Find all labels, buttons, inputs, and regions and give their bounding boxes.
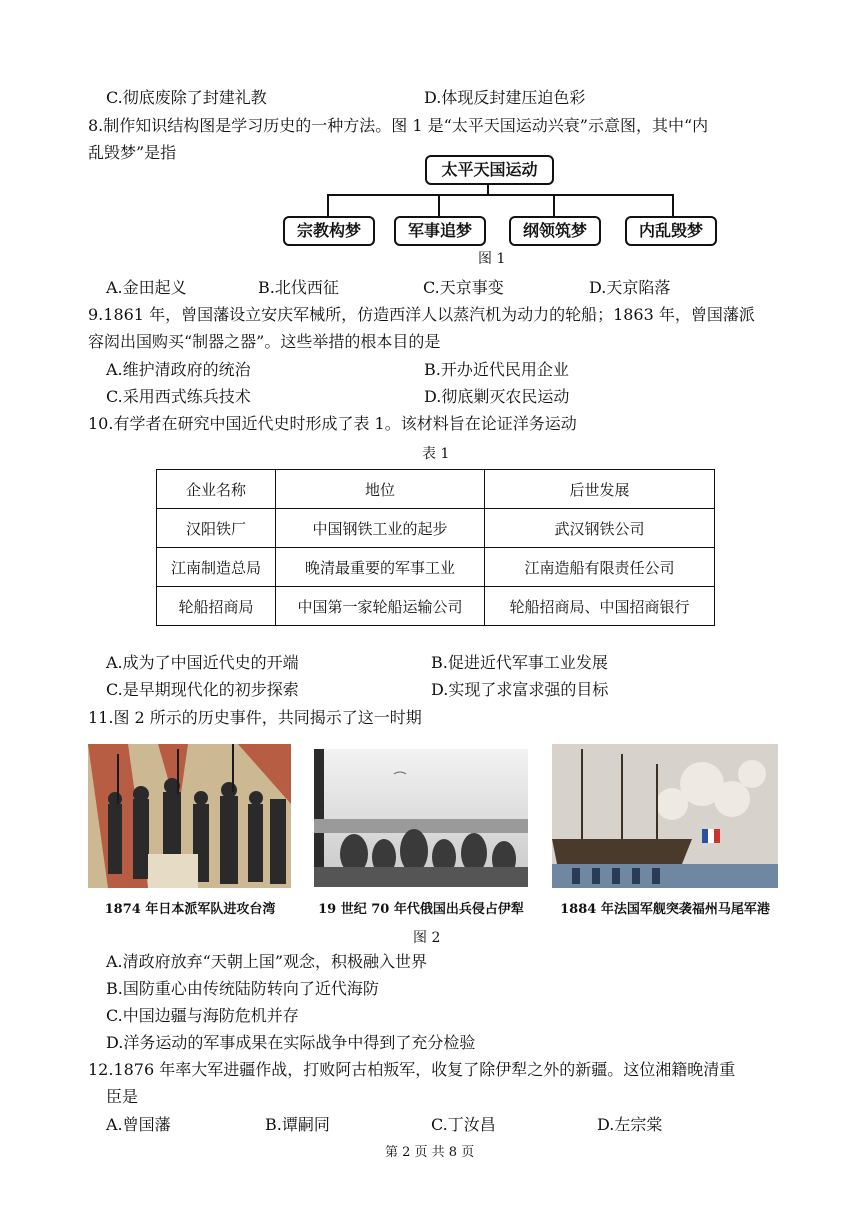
q12-option-b: B.谭嗣同 (265, 1115, 330, 1134)
table-row (157, 548, 715, 587)
q8-stem-line2: 乱毁梦”是指 (88, 143, 177, 162)
table-cell: 武汉钢铁公司 (485, 509, 715, 548)
q11-option-c: C.中国边疆与海防危机并存 (106, 1006, 299, 1025)
q9-stem-line1: 9.1861 年，曾国藩设立安庆军械所，仿造西洋人以蒸汽机为动力的轮船；1863 年，曾国藩派 (88, 305, 755, 324)
diagram-connector (672, 194, 674, 216)
diagram-connector (553, 194, 555, 216)
table-cell: 汉阳铁厂 (157, 509, 276, 548)
table-cell: 晚清最重要的军事工业 (276, 548, 485, 587)
q11-stem: 11.图 2 所示的历史事件，共同揭示了这一时期 (88, 708, 422, 727)
q10-option-c: C.是早期现代化的初步探索 (106, 680, 299, 699)
q10-option-b: B.促进近代军事工业发展 (431, 653, 608, 672)
diagram-connector (438, 194, 440, 216)
image-france-mawei (552, 744, 778, 888)
q10-stem: 10.有学者在研究中国近代史时形成了表 1。该材料旨在论证洋务运动 (88, 414, 577, 433)
q8-option-b: B.北伐西征 (258, 278, 339, 297)
q9-option-b: B.开办近代民用企业 (424, 360, 569, 379)
table-cell: 江南造船有限责任公司 (485, 548, 715, 587)
caption-image-1: 1874 年日本派军队进攻台湾 (104, 902, 276, 917)
table-header-cell: 后世发展 (485, 470, 715, 509)
q11-option-b: B.国防重心由传统陆防转向了近代海防 (106, 979, 379, 998)
diagram-child-2: 军事追梦 (394, 216, 486, 246)
q9-option-a: A.维护清政府的统治 (106, 360, 251, 379)
table-header-row (157, 470, 715, 509)
table-row (157, 587, 715, 626)
q12-stem-line2: 臣是 (106, 1087, 139, 1106)
q11-option-a: A.清政府放弃“天朝上国”观念，积极融入世界 (106, 952, 428, 971)
q8-option-d: D.天京陷落 (589, 278, 671, 297)
image-japan-taiwan (88, 744, 291, 888)
table-header-cell: 企业名称 (157, 470, 276, 509)
table-header-cell: 地位 (276, 470, 485, 509)
q9-stem-line2: 容闳出国购买“制器之器”。这些举措的根本目的是 (88, 332, 441, 351)
q9-option-c: C.采用西式练兵技术 (106, 387, 251, 406)
page-footer: 第 2 页 共 8 页 (385, 1145, 475, 1160)
q11-option-d: D.洋务运动的军事成果在实际战争中得到了充分检验 (106, 1033, 476, 1052)
table-cell: 轮船招商局、中国招商银行 (485, 587, 715, 626)
diagram-root: 太平天国运动 (425, 155, 554, 185)
q9-option-d: D.彻底剿灭农民运动 (424, 387, 570, 406)
figure-2-label: 图 2 (413, 930, 441, 946)
table-cell: 江南制造总局 (157, 548, 276, 587)
diagram-child-3: 纲领筑梦 (509, 216, 601, 246)
figure-1-label: 图 1 (478, 251, 506, 267)
q7-option-c: C.彻底废除了封建礼教 (106, 88, 267, 107)
table-cell: 中国第一家轮船运输公司 (276, 587, 485, 626)
q12-option-a: A.曾国藩 (106, 1115, 171, 1134)
caption-image-3: 1884 年法国军舰突袭福州马尾军港 (560, 902, 770, 917)
caption-image-2: 19 世纪 70 年代俄国出兵侵占伊犁 (318, 902, 524, 917)
table-cell: 轮船招商局 (157, 587, 276, 626)
q10-option-d: D.实现了求富求强的目标 (431, 680, 609, 699)
q10-option-a: A.成为了中国近代史的开端 (106, 653, 299, 672)
q8-option-a: A.金田起义 (106, 278, 187, 297)
table-1 (156, 469, 715, 626)
q8-stem-line1: 8.制作知识结构图是学习历史的一种方法。图 1 是“太平天国运动兴衰”示意图，其中“内 (88, 116, 709, 135)
table-row (157, 509, 715, 548)
q12-option-d: D.左宗棠 (597, 1115, 663, 1134)
diagram-child-4: 内乱毁梦 (625, 216, 717, 246)
q12-stem-line1: 12.1876 年率大军进疆作战，打败阿古柏叛军，收复了除伊犁之外的新疆。这位湘籍晚清重 (88, 1060, 736, 1079)
diagram-child-1: 宗教构梦 (283, 216, 375, 246)
table-cell: 中国钢铁工业的起步 (276, 509, 485, 548)
diagram-connector (327, 194, 329, 216)
q7-option-d: D.体现反封建压迫色彩 (424, 88, 586, 107)
diagram-connector (327, 194, 674, 196)
image-russia-yili (314, 749, 528, 887)
table-1-label: 表 1 (422, 446, 450, 462)
q8-option-c: C.天京事变 (423, 278, 504, 297)
q12-option-c: C.丁汝昌 (431, 1115, 496, 1134)
